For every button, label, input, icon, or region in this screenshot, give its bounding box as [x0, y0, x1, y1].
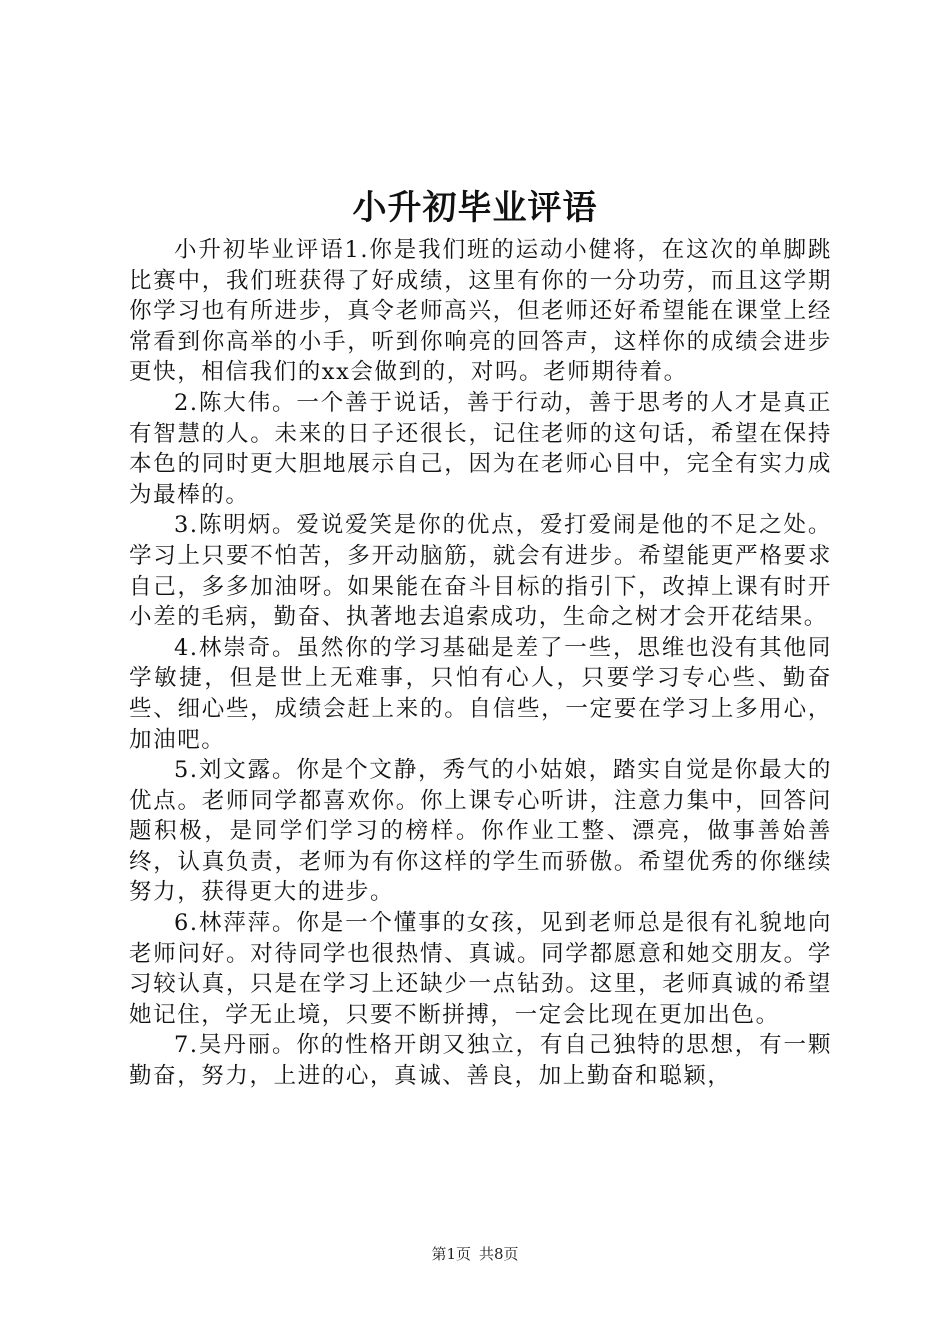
paragraph: 小升初毕业评语1.你是我们班的运动小健将，在这次的单脚跳比赛中，我们班获得了好成绩，这里有你的一分功劳，而且这学期你学习也有所进步，真令老师高兴，但老师还好希望能在课堂上经常看到你高举的小手，听到你响亮的回答声，这样你的成绩会进步更快，相信我们的xx会做到的，对吗。老师期待着。 [129, 237, 832, 386]
paragraph: 3.陈明炳。爱说爱笑是你的优点，爱打爱闹是他的不足之处。学习上只要不怕苦，多开动脑筋，就会有进步。希望能更严格要求自己，多多加油呀。如果能在奋斗目标的指引下，改掉上课有时开小差的毛病，勤奋、执著地去追索成功，生命之树才会开花结果。 [129, 512, 832, 631]
paragraph: 7.吴丹丽。你的性格开朗又独立，有自己独特的思想，有一颗勤奋，努力，上进的心，真诚、善良，加上勤奋和聪颖， [129, 1032, 832, 1090]
page-footer [0, 1244, 950, 1264]
paragraph: 2.陈大伟。一个善于说话，善于行动，善于思考的人才是真正有智慧的人。未来的日子还很长，记住老师的这句话，希望在保持本色的同时更大胆地展示自己，因为在老师心目中，完全有实力成为最棒的。 [129, 389, 832, 508]
document-body [129, 235, 832, 1092]
page-title: 小升初毕业评语 [352, 188, 598, 228]
paragraph: 5.刘文露。你是个文静，秀气的小姑娘，踏实自觉是你最大的优点。老师同学都喜欢你。你上课专心听讲，注意力集中，回答问题积极，是同学们学习的榜样。你作业工整、漂亮，做事善始善终，认真负责，老师为有你这样的学生而骄傲。希望优秀的你继续努力，获得更大的进步。 [129, 757, 832, 906]
paragraph: 4.林崇奇。虽然你的学习基础是差了一些，思维也没有其他同学敏捷，但是世上无难事，只怕有心人，只要学习专心些、勤奋些、细心些，成绩会赶上来的。自信些，一定要在学习上多用心，加油吧。 [129, 634, 832, 753]
page-number: 第1页 [431, 1245, 471, 1263]
paragraph: 6.林萍萍。你是一个懂事的女孩，见到老师总是很有礼貌地向老师问好。对待同学也很热情、真诚。同学都愿意和她交朋友。学习较认真，只是在学习上还缺少一点钻劲。这里，老师真诚的希望她记住，学无止境，只要不断拼搏，一定会比现在更加出色。 [129, 910, 832, 1028]
page-total: 共8页 [479, 1245, 519, 1263]
